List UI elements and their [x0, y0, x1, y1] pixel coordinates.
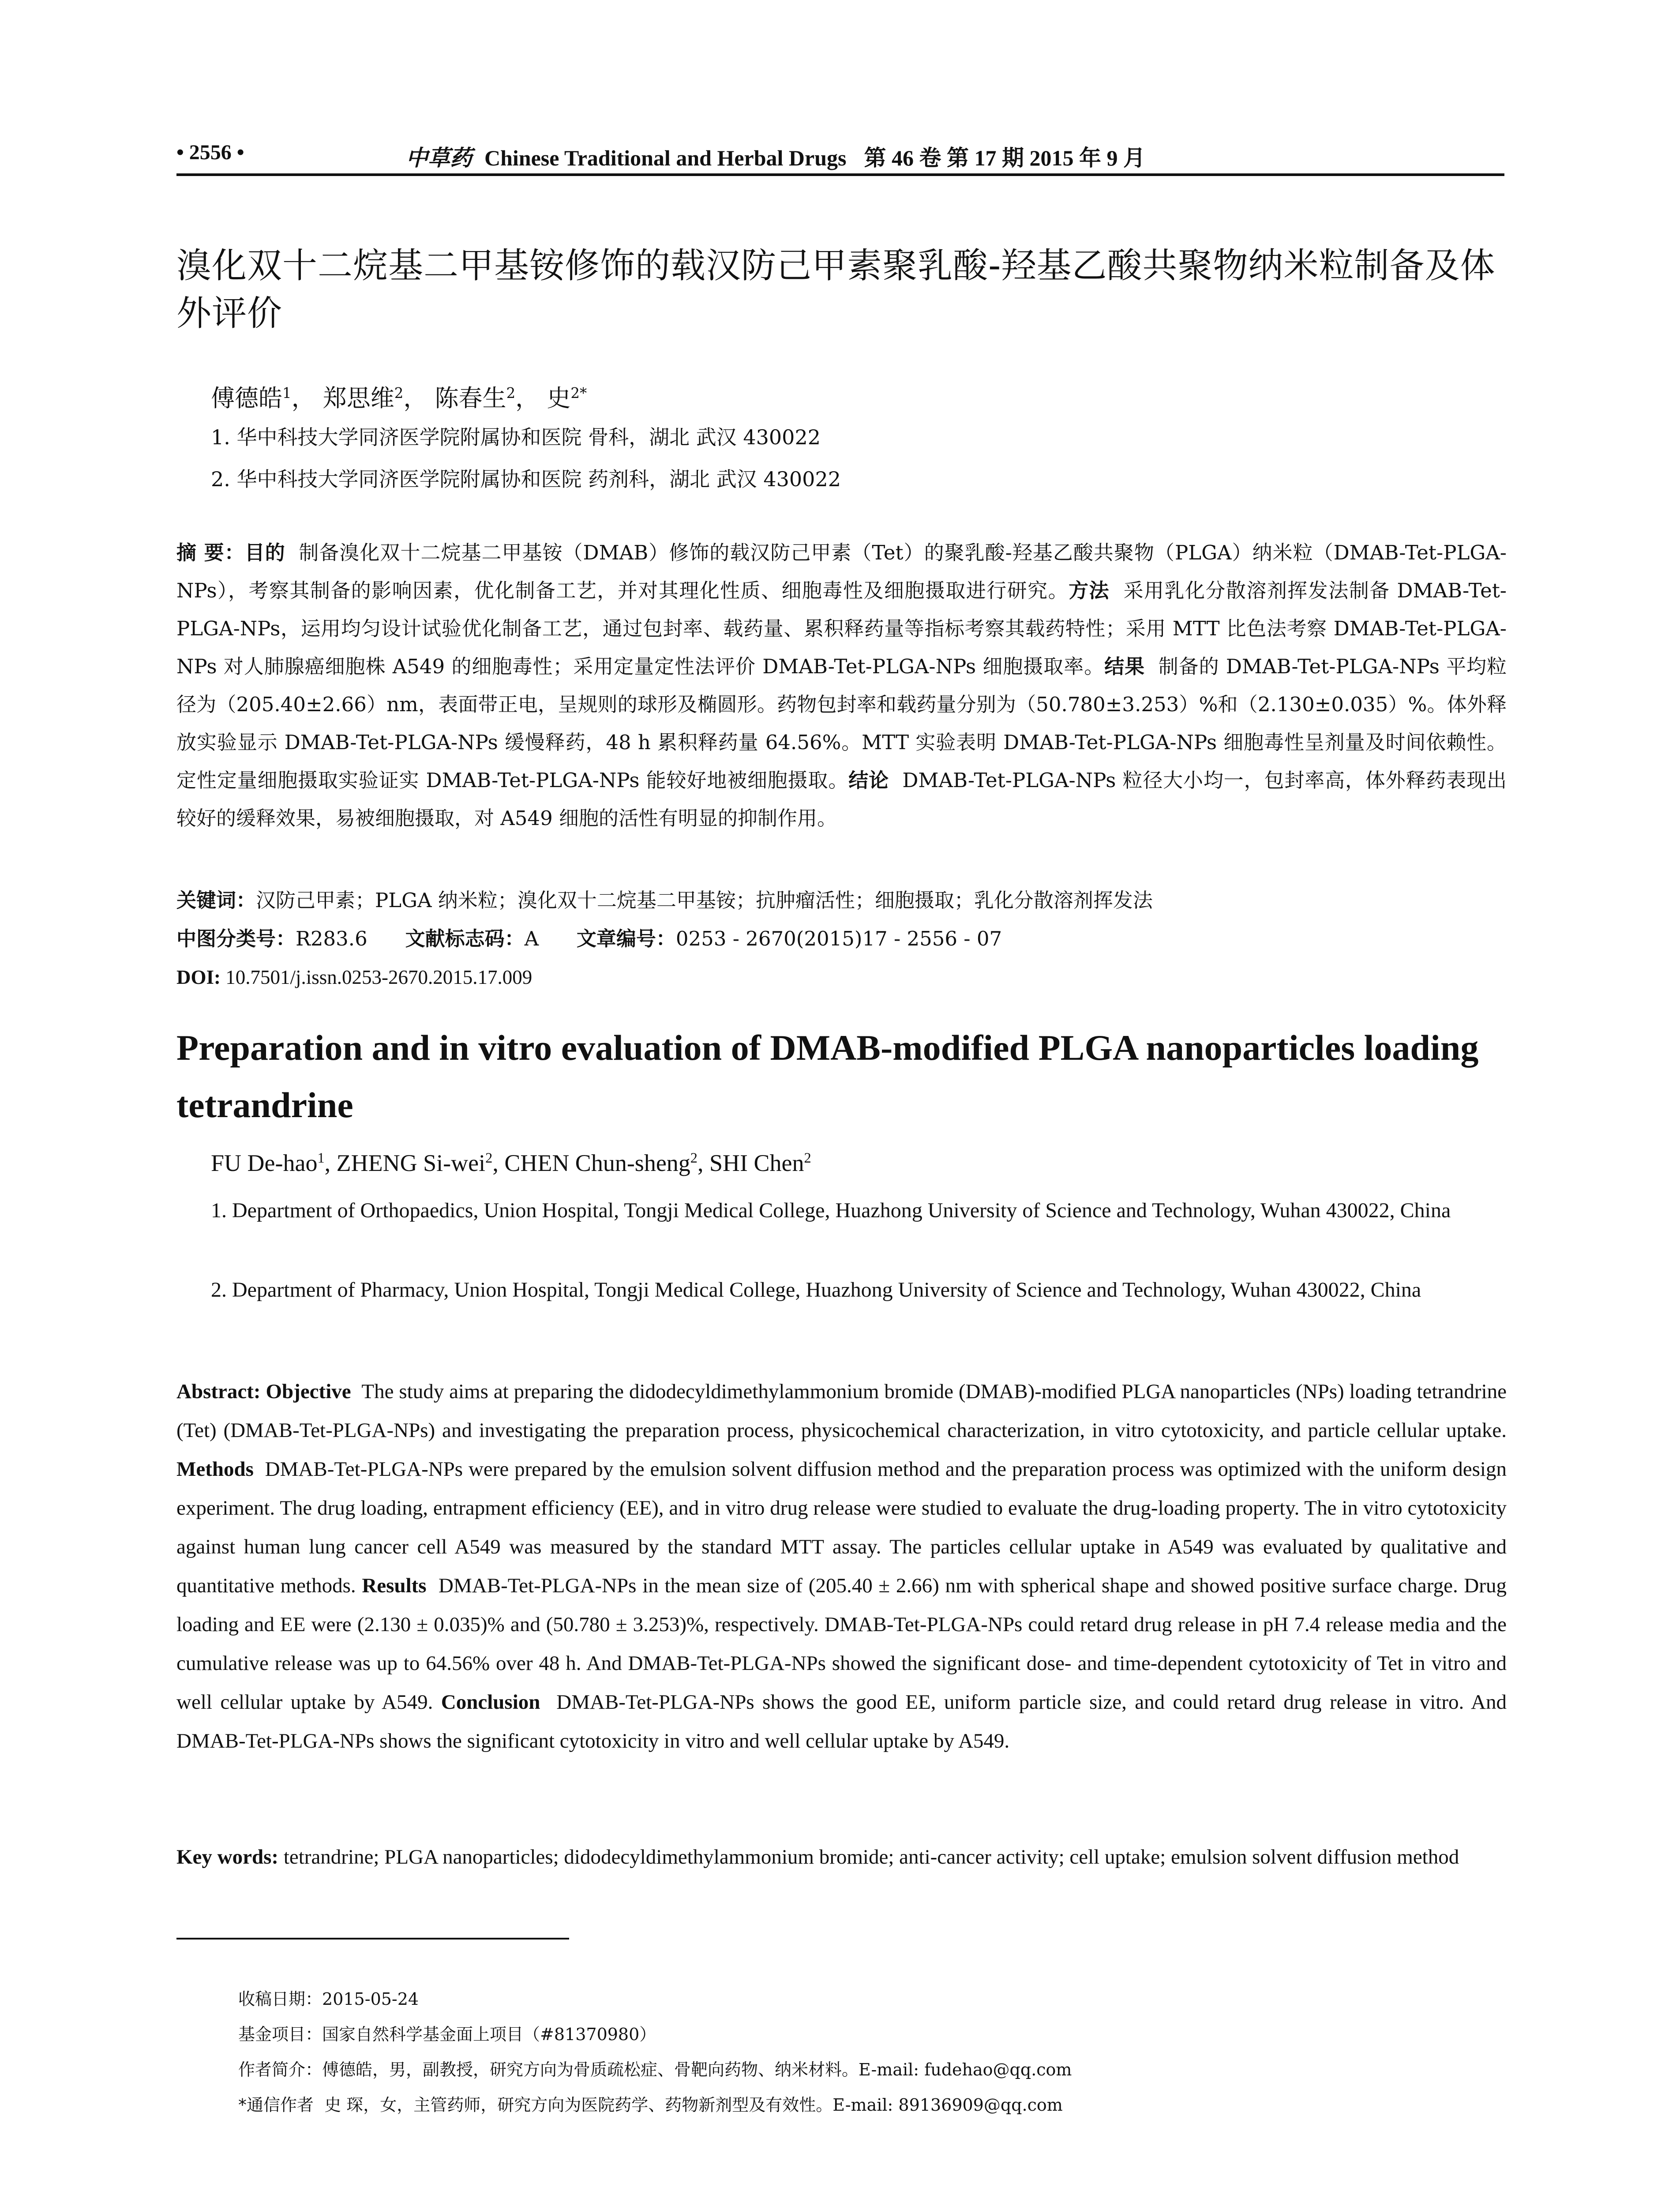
author-name: SHI Chen — [709, 1150, 804, 1176]
result-label: 结果 — [1104, 655, 1145, 678]
keywords-label: 关键词： — [176, 889, 256, 912]
running-header — [176, 140, 1504, 176]
method-text: DMAB-Tet-PLGA-NPs were prepared by the emulsion solvent diffusion method and the preparation process was optimized with the uniform design experiment. The drug loading, entrapment efficiency (EE), and in vitro drug release were studied to evaluate the drug-loading property. The in vitro cytotoxicity against human lung cancer cell A549 was measured by the standard MTT assay. The particles cellular uptake in A549 was evaluated by qualitative and quantitative methods. — [176, 1458, 1507, 1597]
objective-label: 目的 — [244, 541, 285, 564]
keywords-text: 汉防己甲素；PLGA 纳米粒；溴化双十二烷基二甲基铵；抗肿瘤活性；细胞摄取；乳化分散溶剂挥发法 — [256, 889, 1153, 912]
abstract-label: 摘 要： — [176, 541, 245, 564]
author-name: 郑思维 — [322, 384, 394, 412]
footnote-label: 基金项目： — [238, 2025, 322, 2044]
journal-name — [406, 140, 1145, 172]
keywords-en — [176, 1838, 1507, 1876]
footnote-text: 史 琛，女，主管药师，研究方向为医院药学、药物新剂型及有效性。E-mail: 89136909@qq.com — [324, 2095, 1063, 2115]
conclusion-label: 结论 — [848, 769, 889, 792]
footnote-label: 收稿日期： — [238, 1989, 322, 2009]
keywords-cn — [176, 882, 1507, 919]
conclusion-label: Conclusion — [441, 1691, 540, 1714]
footnote-text: 傅德皓，男，副教授，研究方向为骨质疏松症、骨靶向药物、纳米材料。E-mail: fudehao@qq.com — [322, 2060, 1072, 2079]
keywords-text: tetrandrine; PLGA nanoparticles; didodecyldimethylammonium bromide; anti-cancer activity; cell uptake; emulsion solvent diffusion method — [283, 1846, 1459, 1868]
abstract-en — [176, 1372, 1507, 1760]
author-name: 陈春生 — [435, 384, 506, 412]
clc-value: R283.6 — [296, 927, 368, 950]
author-aff-mark: 1 — [282, 385, 292, 401]
doi-value[interactable]: 10.7501/j.issn.0253-2670.2015.17.009 — [225, 966, 532, 988]
result-label: Results — [362, 1574, 427, 1597]
article-no-value: 0253 - 2670(2015)17 - 2556 - 07 — [675, 927, 1002, 950]
affiliation-en-2: 2. Department of Pharmacy, Union Hospital, Tongji Medical College, Huazhong University of Science and Technology, Wuhan 430022, China — [211, 1278, 1421, 1302]
method-label: 方法 — [1069, 579, 1110, 602]
article-no-label: 文章编号： — [576, 927, 676, 950]
doc-code-label: 文献标志码： — [405, 927, 525, 950]
author-aff-mark: 2 — [804, 1150, 811, 1166]
author-aff-mark: 2 — [506, 385, 516, 401]
author-aff-mark: 1 — [317, 1150, 325, 1166]
author-list-cn: 傅德皓$^1$， 郑思维$^2$， 陈春生$^2$， 史$^{2*}$ — [211, 384, 587, 412]
author-name: ZHENG Si-wei — [336, 1150, 486, 1176]
method-label: Methods — [176, 1458, 254, 1481]
page-title-en: Preparation and in vitro evaluation of DMAB-modified PLGA nanoparticles loading tetrandrine — [176, 1028, 1479, 1125]
header-rule — [176, 173, 1504, 176]
author-list-en: FU De-hao$^1$, ZHENG Si-wei$^2$, CHEN Chun-sheng$^2$, SHI Chen$^2$ — [211, 1150, 811, 1176]
footnote-corresponding — [238, 2091, 1063, 2116]
result-text: 制备的 DMAB-Tet-PLGA-NPs 平均粒径为（205.40±2.66）nm，表面带正电，呈规则的球形及椭圆形。药物包封率和载药量分别为（50.780±3.253）%和（2.130±0.035）%。体外释放实验显示 DMAB-Tet-PLGA-NPs 缓慢释药，48 h 累积释药量 64.56%。MTT 实验表明 DMAB-Tet-PLGA-NPs 细胞毒性呈剂量及时间依赖性。定性定量细胞摄取实验证实 DMAB-Tet-PLGA-NPs 能较好地被细胞摄取。 — [176, 655, 1507, 792]
footnote-text: 2015-05-24 — [322, 1989, 419, 2009]
footnote-label: *通信作者 — [238, 2095, 314, 2115]
footnote-rule — [176, 1938, 569, 1940]
journal-name-en: Chinese Traditional and Herbal Drugs — [484, 146, 847, 170]
doi-line — [176, 958, 1507, 996]
doc-code-value: A — [524, 927, 539, 950]
author-aff-mark: 2* — [570, 385, 587, 401]
author-aff-mark: 2 — [690, 1150, 698, 1166]
abstract-label: Abstract: — [176, 1380, 261, 1403]
author-name: FU De-hao — [211, 1150, 318, 1176]
author-name: CHEN Chun-sheng — [504, 1150, 690, 1176]
abstract-cn — [176, 534, 1507, 837]
clc-label: 中图分类号： — [176, 927, 296, 950]
classification-line — [176, 920, 1507, 958]
objective-text: The study aims at preparing the didodecyldimethylammonium bromide (DMAB)-modified PLGA nanoparticles (NPs) loading tetrandrine (Tet) (DMAB-Tet-PLGA-NPs) and investigating the preparation process, physicochemical characterization, in vitro cytotoxicity, and particle cellular uptake. — [176, 1380, 1507, 1442]
journal-name-cn: 中草药 — [406, 145, 472, 171]
footnote-funding — [238, 2021, 656, 2045]
result-text: DMAB-Tet-PLGA-NPs in the mean size of (205.40 ± 2.66) nm with spherical shape and showed positive surface charge. Drug loading and EE were (2.130 ± 0.035)% and (50.780 ± 3.253)%, respectively. DMAB-Tet-PLGA-NPs could retard drug release in pH 7.4 release media and the cumulative release was up to 64.56% over 48 h. And DMAB-Tet-PLGA-NPs showed the significant dose- and time-dependent cytotoxicity of Tet in vitro and well cellular uptake by A549. — [176, 1574, 1507, 1714]
footnote-author-bio — [238, 2056, 1072, 2080]
keywords-label: Key words: — [176, 1846, 279, 1868]
method-text: 采用乳化分散溶剂挥发法制备 DMAB-Tet-PLGA-NPs，运用均匀设计试验优化制备工艺，通过包封率、载药量、累积释药量等指标考察其载药特性；采用 MTT 比色法考察 DMAB-Tet-PLGA-NPs 对人肺腺癌细胞株 A549 的细胞毒性；采用定量定性法评价 DMAB-Tet-PLGA-NPs 细胞摄取率。 — [176, 579, 1507, 678]
issue-info: 第 46 卷 第 17 期 2015 年 9 月 — [864, 146, 1145, 170]
page-title-cn: 溴化双十二烷基二甲基铵修饰的载汉防己甲素聚乳酸-羟基乙酸共聚物纳米粒制备及体外评价 — [176, 245, 1496, 334]
author-aff-mark: 2 — [485, 1150, 493, 1166]
conclusion-text: DMAB-Tet-PLGA-NPs 粒径大小均一，包封率高，体外释药表现出较好的缓释效果，易被细胞摄取，对 A549 细胞的活性有明显的抑制作用。 — [176, 769, 1507, 830]
footnote-text: 国家自然科学基金面上项目（#81370980） — [322, 2025, 656, 2044]
affiliation-cn-2: 2. 华中科技大学同济医学院附属协和医院 药剂科，湖北 武汉 430022 — [211, 467, 841, 491]
footnote-received — [238, 1985, 419, 2010]
page-number: • 2556 • — [176, 141, 244, 164]
author-name: 史 — [547, 384, 571, 412]
footnote-label: 作者简介： — [238, 2060, 322, 2079]
conclusion-text: DMAB-Tet-PLGA-NPs shows the good EE, uniform particle size, and could retard drug release in vitro. And DMAB-Tet-PLGA-NPs shows the significant cytotoxicity in vitro and well cellular uptake by A549. — [176, 1691, 1507, 1752]
objective-text: 制备溴化双十二烷基二甲基铵（DMAB）修饰的载汉防己甲素（Tet）的聚乳酸-羟基乙酸共聚物（PLGA）纳米粒（DMAB-Tet-PLGA-NPs），考察其制备的影响因素，优化制备工艺，并对其理化性质、细胞毒性及细胞摄取进行研究。 — [176, 541, 1507, 602]
objective-label: Objective — [266, 1380, 351, 1403]
affiliation-cn-1: 1. 华中科技大学同济医学院附属协和医院 骨科，湖北 武汉 430022 — [211, 425, 821, 449]
affiliation-en-1: 1. Department of Orthopaedics, Union Hospital, Tongji Medical College, Huazhong University of Science and Technology, Wuhan 430022, China — [211, 1199, 1451, 1222]
author-name: 傅德皓 — [211, 384, 282, 412]
author-aff-mark: 2 — [394, 385, 404, 401]
doi-label: DOI: — [176, 966, 221, 988]
